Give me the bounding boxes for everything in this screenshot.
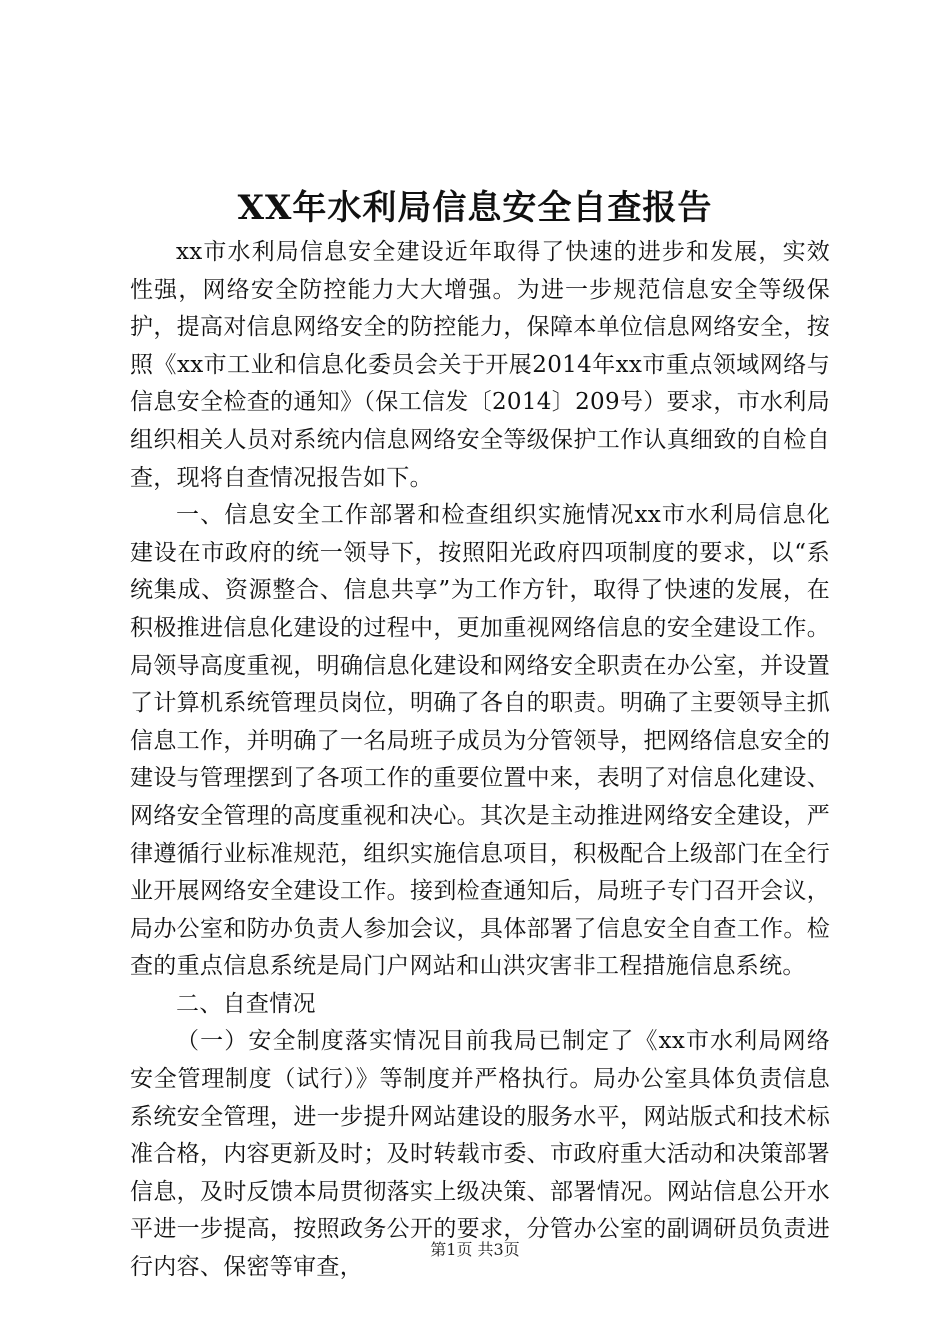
document-body	[130, 234, 830, 1287]
paragraph-section-two-part-one: （一）安全制度落实情况目前我局已制定了《xx市水利局网络安全管理制度（试行）》等制度并严格执行。局办公室具体负责信息系统安全管理，进一步提升网站建设的服务水平，网站版式和技术标准合格，内容更新及时；及时转载市委、市政府重大活动和决策部署信息，及时反馈本局贯彻落实上级决策、部署情况。网站信息公开水平进一步提高，按照政务公开的要求，分管办公室的副调研员负责进行内容、保密等审查，	[130, 1028, 830, 1281]
paragraph-section-one: 一、信息安全工作部署和检查组织实施情况xx市水利局信息化建设在市政府的统一领导下，按照阳光政府四项制度的要求，以“系统集成、资源整合、信息共享”为工作方针，取得了快速的发展，在积极推进信息化建设的过程中，更加重视网络信息的安全建设工作。局领导高度重视，明确信息化建设和网络安全职责在办公室，并设置了计算机系统管理员岗位，明确了各自的职责。明确了主要领导主抓信息工作，并明确了一名局班子成员为分管领导，把网络信息安全的建设与管理摆到了各项工作的重要位置中来，表明了对信息化建设、网络安全管理的高度重视和决心。其次是主动推进网络安全建设，严律遵循行业标准规范，组织实施信息项目，积极配合上级部门在全行业开展网络安全建设工作。接到检查通知后，局班子专门召开会议，局办公室和防办负责人参加会议，具体部署了信息安全自查工作。检查的重点信息系统是局门户网站和山洪灾害非工程措施信息系统。	[130, 502, 830, 980]
document-title: XX年水利局信息安全自查报告	[237, 188, 713, 228]
page-number-footer: 第1页 共3页	[430, 1240, 520, 1259]
paragraph-intro: xx市水利局信息安全建设近年取得了快速的进步和发展，实效性强，网络安全防控能力大大增强。为进一步规范信息安全等级保护，提高对信息网络安全的防控能力，保障本单位信息网络安全，按照《xx市工业和信息化委员会关于开展2014年xx市重点领域网络与信息安全检查的通知》（保工信发〔2014〕209号）要求，市水利局组织相关人员对系统内信息网络安全等级保护工作认真细致的自检自查，现将自查情况报告如下。	[130, 239, 830, 491]
paragraph-section-two-heading: 二、自查情况	[176, 990, 316, 1017]
